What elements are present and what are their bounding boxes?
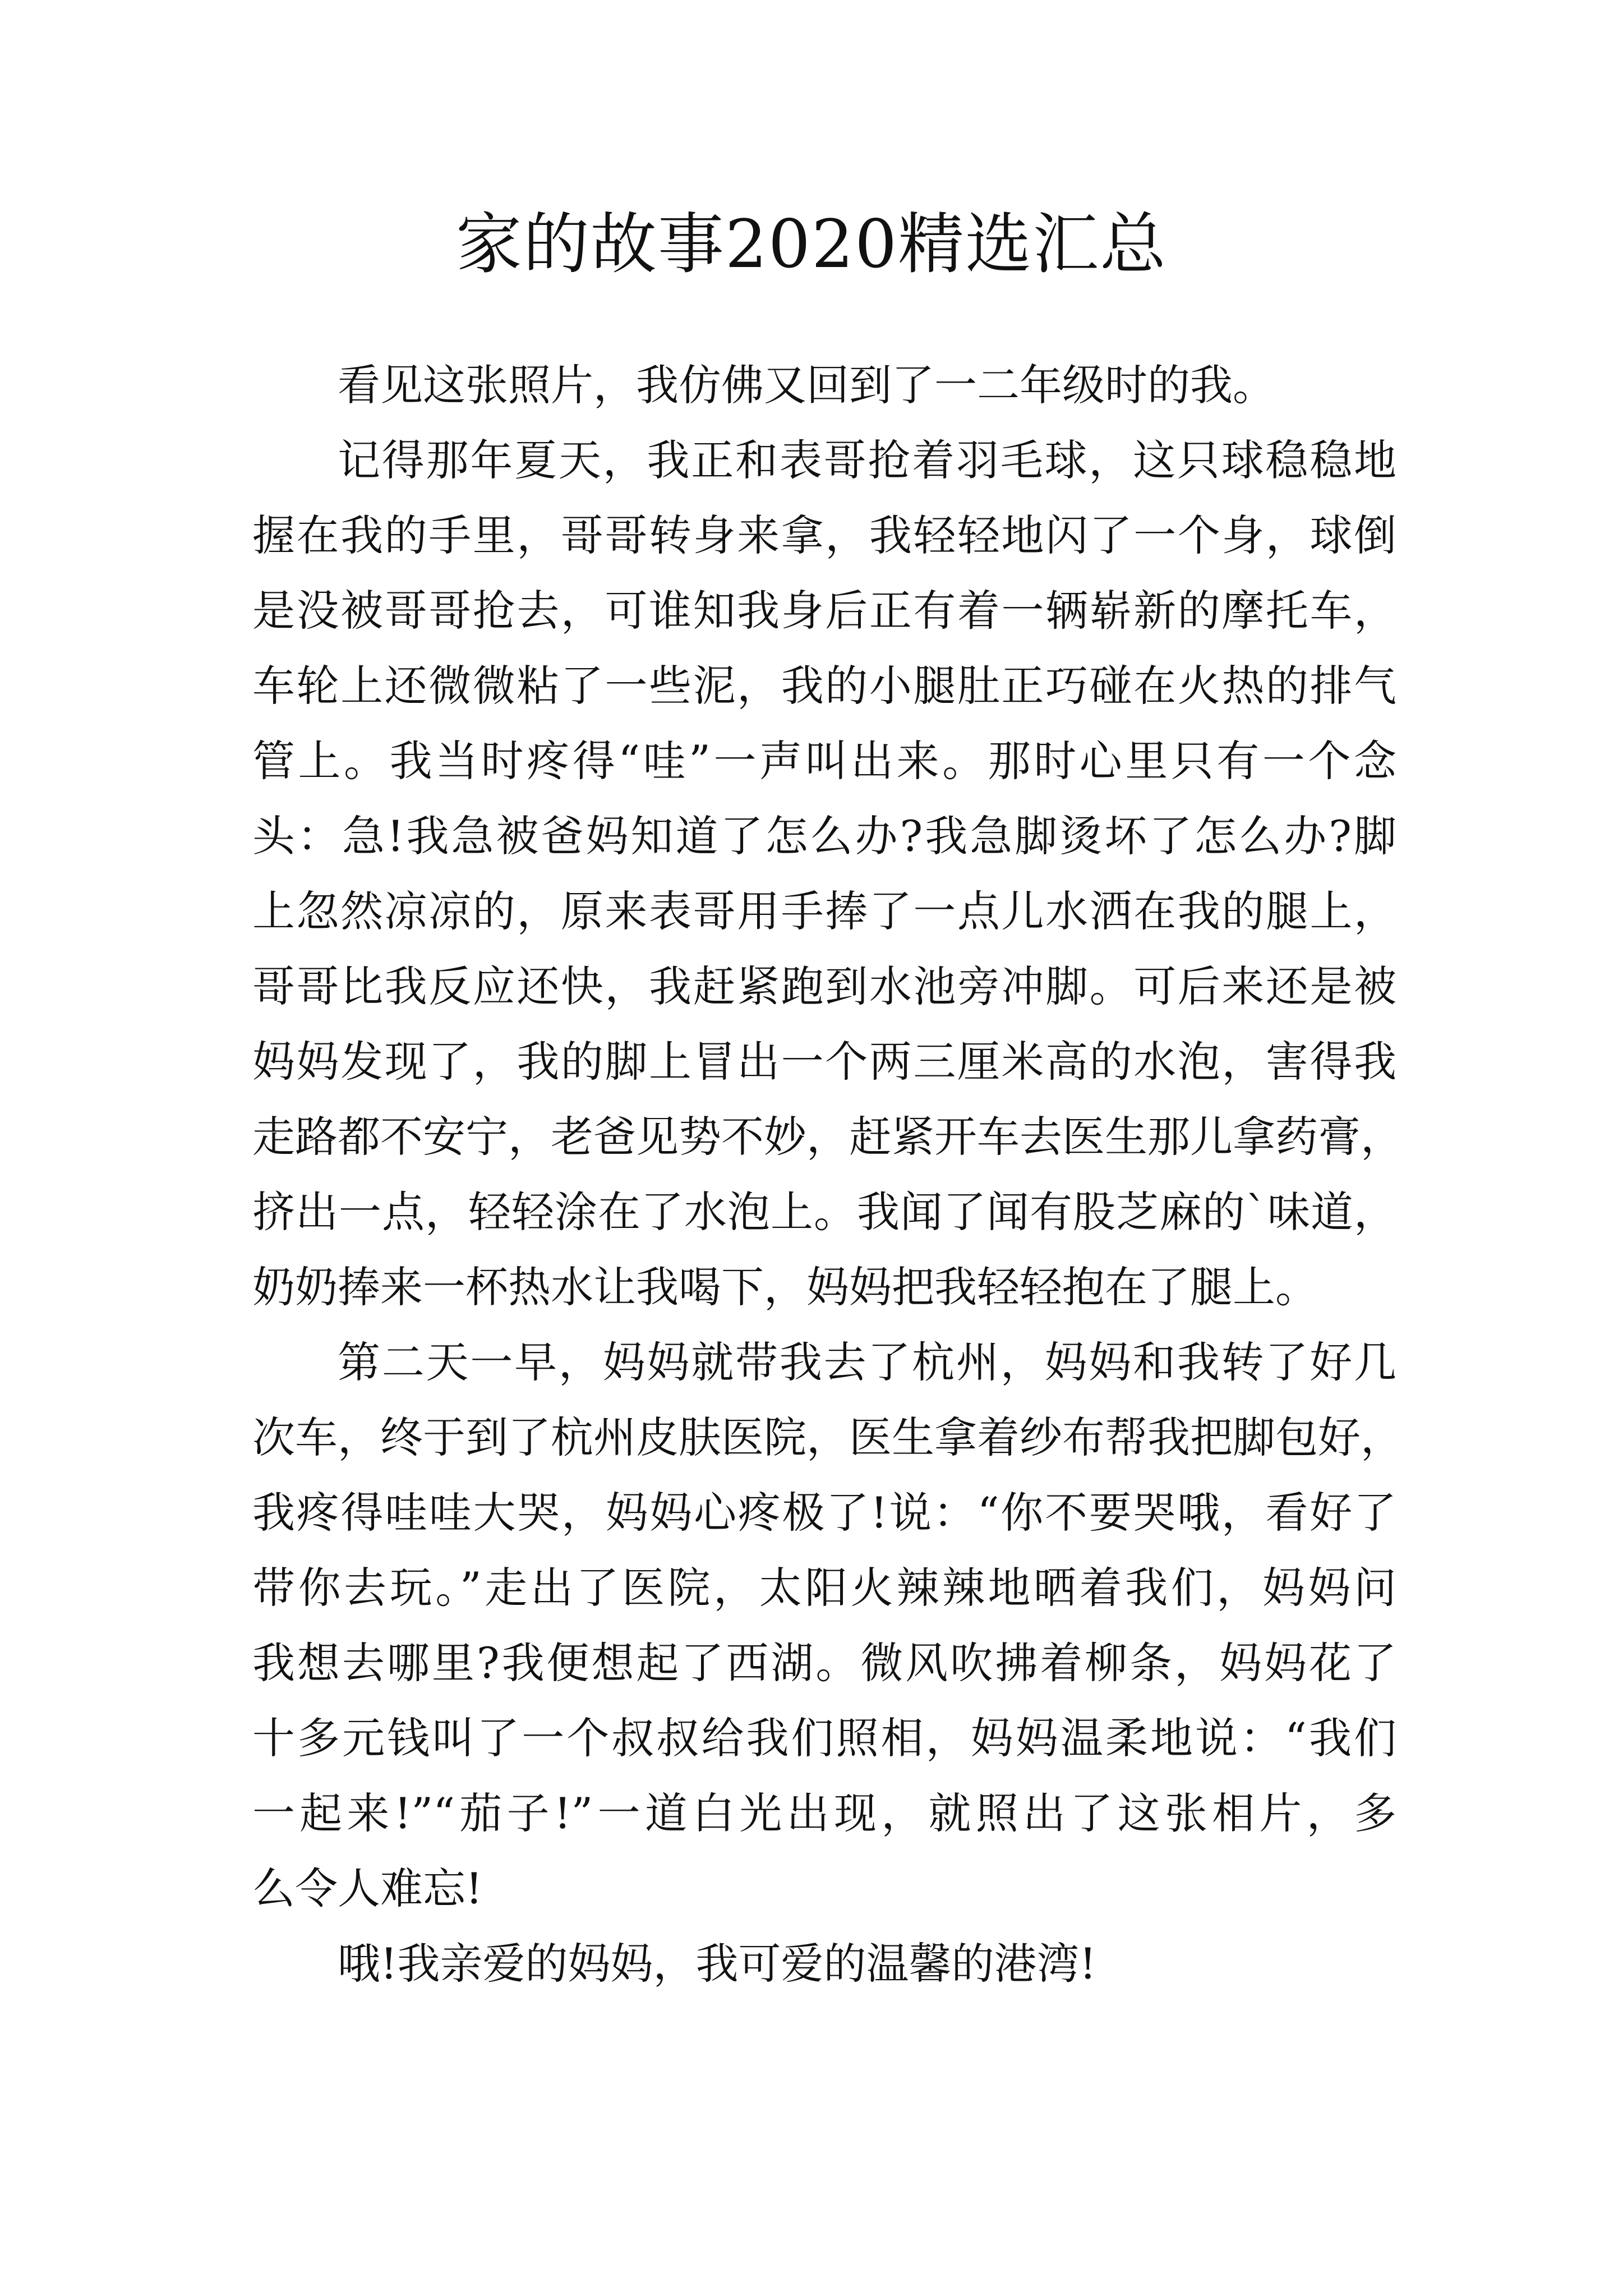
paragraph-line: 带你去玩。”走出了医院，太阳火辣辣地晒着我们，妈妈问	[252, 1563, 1396, 1613]
paragraph-line: 哦!我亲爱的妈妈，我可爱的温馨的港湾!	[338, 1939, 1097, 1989]
paragraph-line: 奶奶捧来一杯热水让我喝下，妈妈把我轻轻抱在了腿上。	[252, 1262, 1318, 1312]
paragraph-line: 我想去哪里?我便想起了西湖。微风吹拂着柳条，妈妈花了	[252, 1638, 1396, 1688]
paragraph-line: 挤出一点，轻轻涂在了水泡上。我闻了闻有股芝麻的`味道，	[252, 1187, 1396, 1237]
paragraph-line: 记得那年夏天，我正和表哥抢着羽毛球，这只球稳稳地	[338, 435, 1396, 485]
paragraph-line: 我疼得哇哇大哭，妈妈心疼极了!说：“你不要哭哦，看好了	[252, 1488, 1396, 1538]
paragraph-line: 握在我的手里，哥哥转身来拿，我轻轻地闪了一个身，球倒	[252, 510, 1396, 560]
paragraph-line: 么令人难忘!	[252, 1864, 483, 1913]
paragraph-line: 走路都不安宁，老爸见势不妙，赶紧开车去医生那儿拿药膏，	[252, 1112, 1403, 1162]
paragraph-line: 第二天一早，妈妈就带我去了杭州，妈妈和我转了好几	[338, 1337, 1396, 1387]
document-body	[252, 348, 1403, 2001]
paragraph-line: 一起来!”“茄子!”一道白光出现，就照出了这张相片，多	[252, 1788, 1396, 1838]
paragraph-line: 十多元钱叫了一个叔叔给我们照相，妈妈温柔地说：“我们	[252, 1713, 1396, 1763]
document-title: 家的故事2020精选汇总	[455, 205, 1168, 283]
paragraph-line: 上忽然凉凉的，原来表哥用手捧了一点儿水洒在我的腿上，	[252, 886, 1396, 936]
paragraph-line: 头：急!我急被爸妈知道了怎么办?我急脚烫坏了怎么办?脚	[252, 811, 1396, 861]
paragraph-line: 次车，终于到了杭州皮肤医院，医生拿着纱布帮我把脚包好，	[252, 1412, 1403, 1462]
paragraph-line: 车轮上还微微粘了一些泥，我的小腿肚正巧碰在火热的排气	[252, 661, 1396, 711]
paragraph-line: 妈妈发现了，我的脚上冒出一个两三厘米高的水泡，害得我	[252, 1037, 1396, 1087]
paragraph-line: 是没被哥哥抢去，可谁知我身后正有着一辆崭新的摩托车，	[252, 586, 1396, 636]
paragraph-line: 哥哥比我反应还快，我赶紧跑到水池旁冲脚。可后来还是被	[252, 961, 1396, 1011]
paragraph-line: 管上。我当时疼得“哇”一声叫出来。那时心里只有一个念	[252, 736, 1396, 786]
paragraph-line: 看见这张照片，我仿佛又回到了一二年级时的我。	[338, 360, 1275, 410]
